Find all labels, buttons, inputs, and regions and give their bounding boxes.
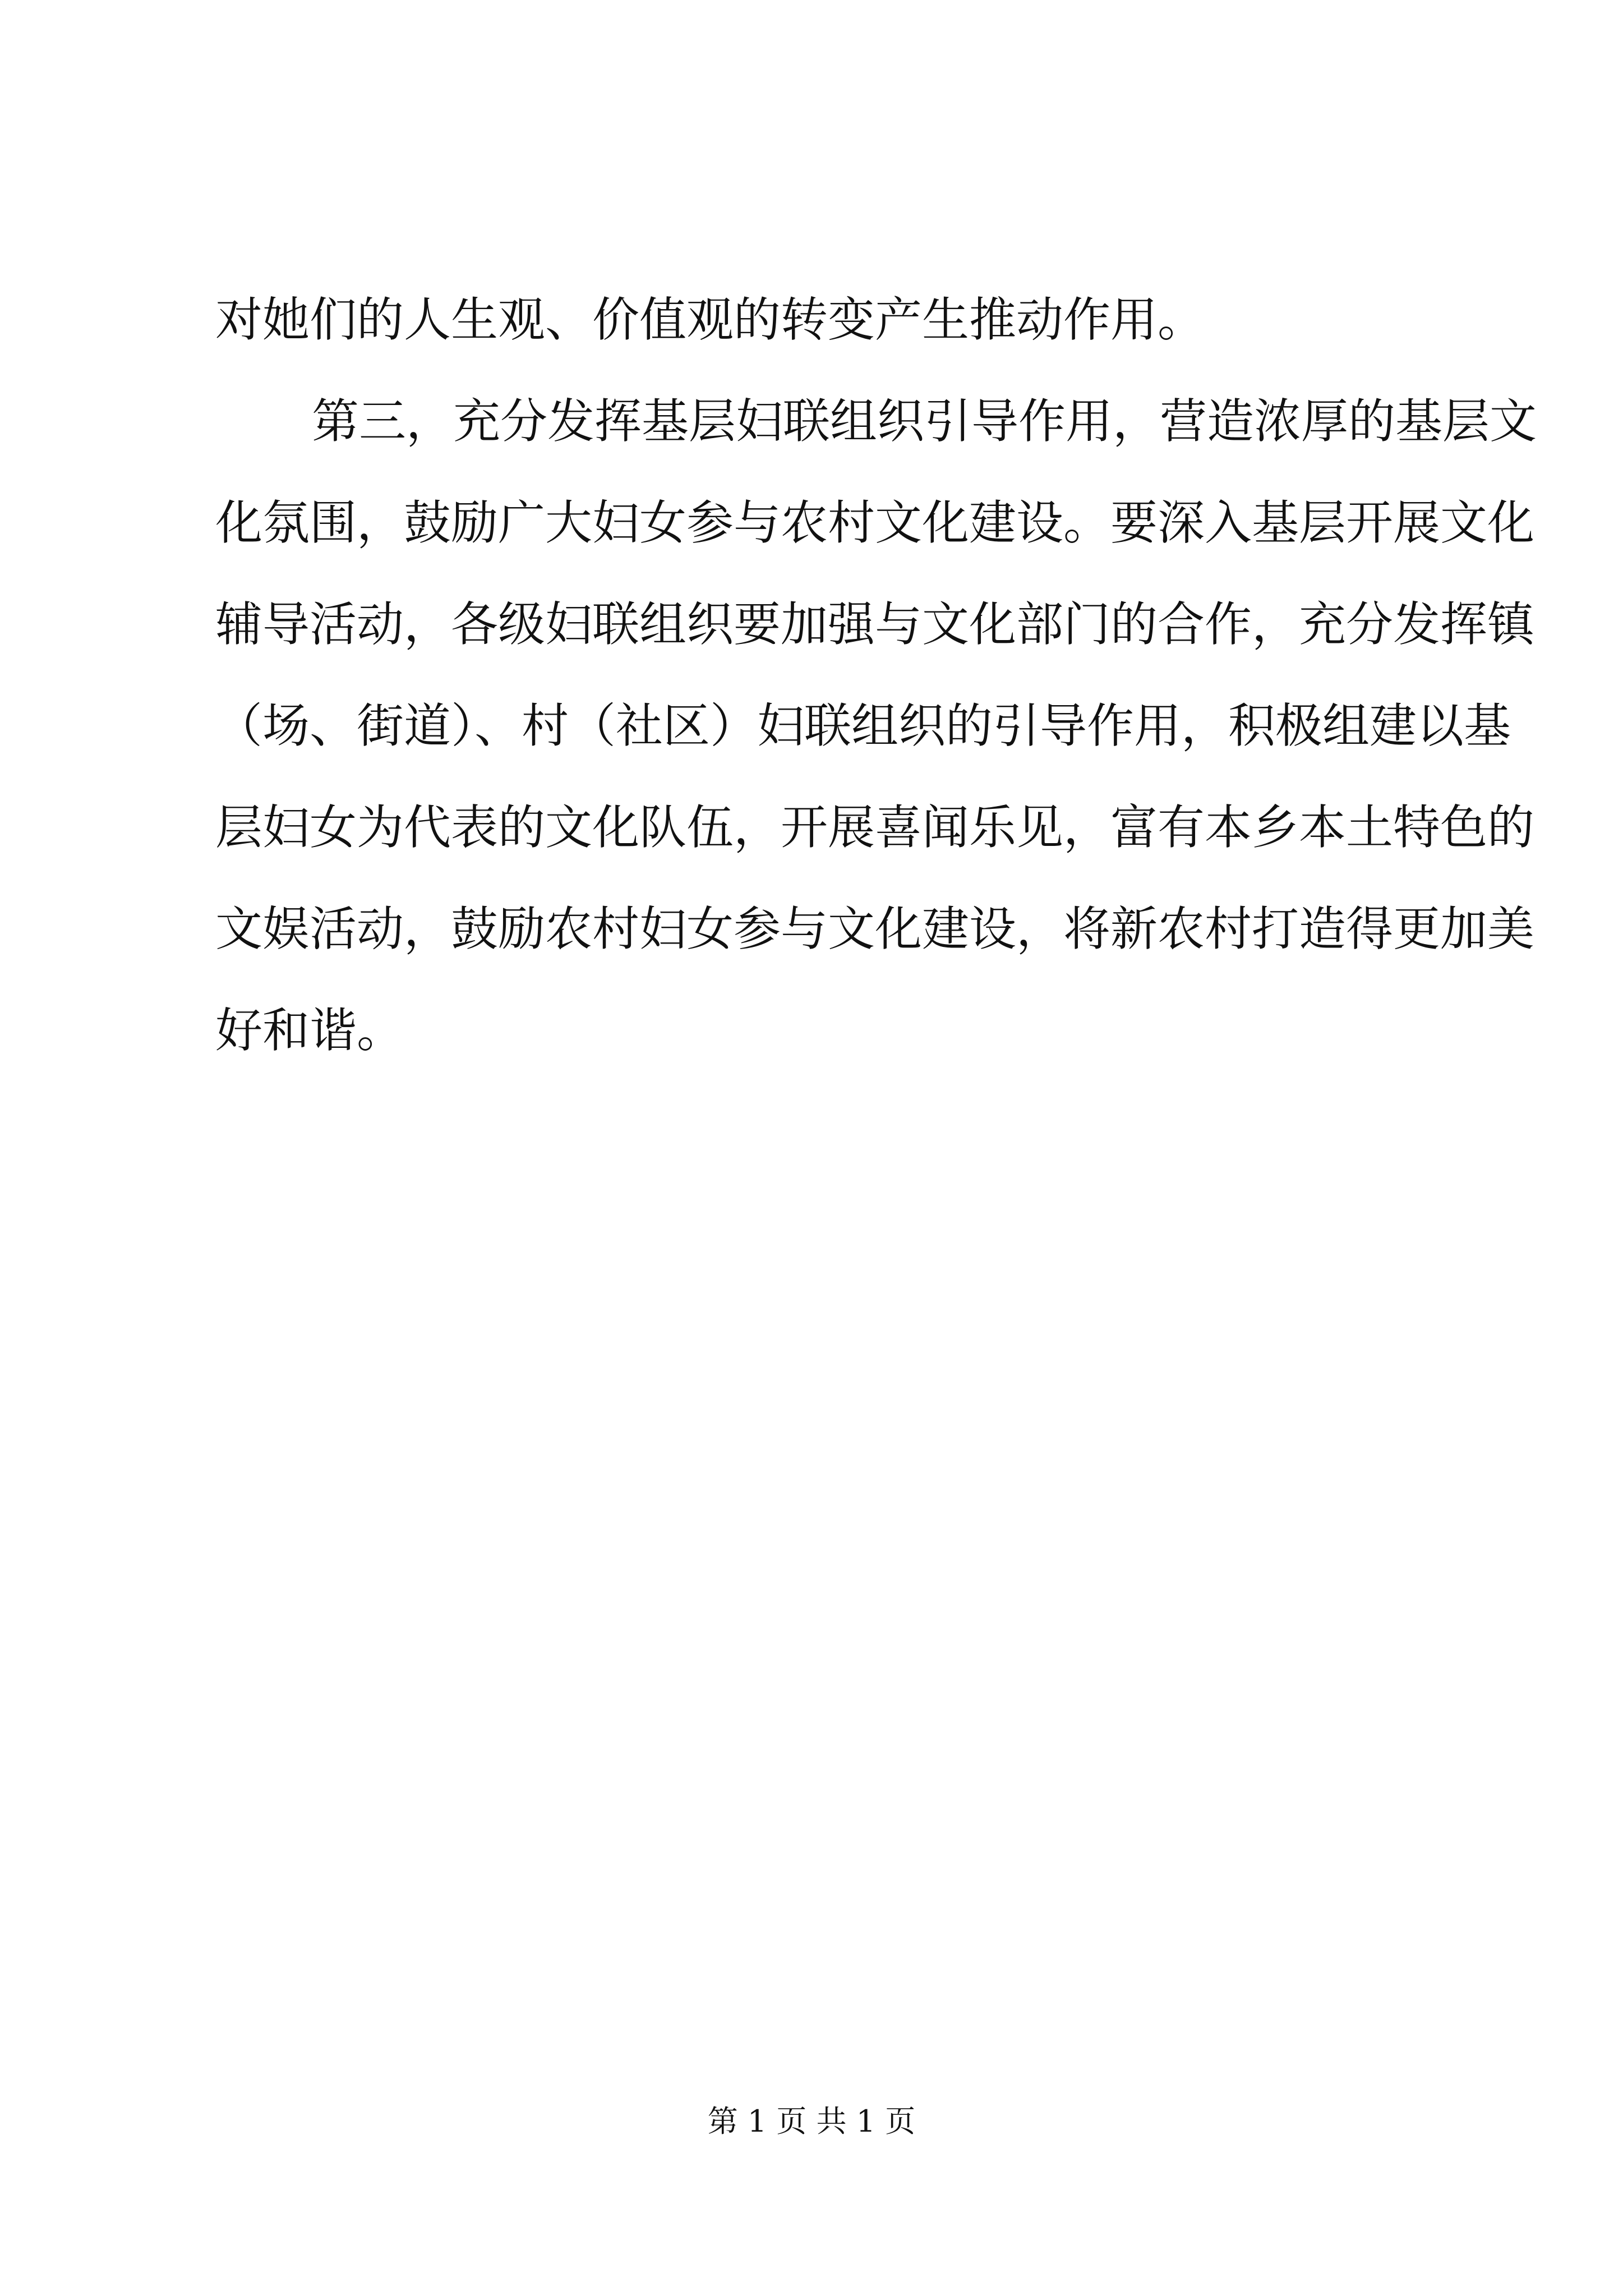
paragraph-2-line-3: 辅导活动，各级妇联组织要加强与文化部门的合作，充分发挥镇 bbox=[215, 597, 1535, 652]
paragraph-2-line-5: 层妇女为代表的文化队伍，开展喜闻乐见，富有本乡本土特色的 bbox=[215, 800, 1535, 855]
paragraph-2-line-4: （场、街道）、村（社区）妇联组织的引导作用，积极组建以基 bbox=[215, 698, 1511, 753]
document-body bbox=[215, 269, 1537, 1082]
paragraph-2-line-7: 好和谐。 bbox=[215, 1003, 404, 1058]
paragraph-2-line-1: 第三，充分发挥基层妇联组织引导作用，营造浓厚的基层文 bbox=[312, 394, 1537, 449]
paragraph-2-line-6: 文娱活动，鼓励农村妇女参与文化建设，将新农村打造得更加美 bbox=[215, 901, 1535, 956]
paragraph-1-line-1: 对她们的人生观、价值观的转变产生推动作用。 bbox=[215, 292, 1205, 347]
page-number-footer: 第 1 页 共 1 页 bbox=[707, 2104, 916, 2139]
paragraph-2-line-2: 化氛围，鼓励广大妇女参与农村文化建设。要深入基层开展文化 bbox=[215, 495, 1535, 550]
